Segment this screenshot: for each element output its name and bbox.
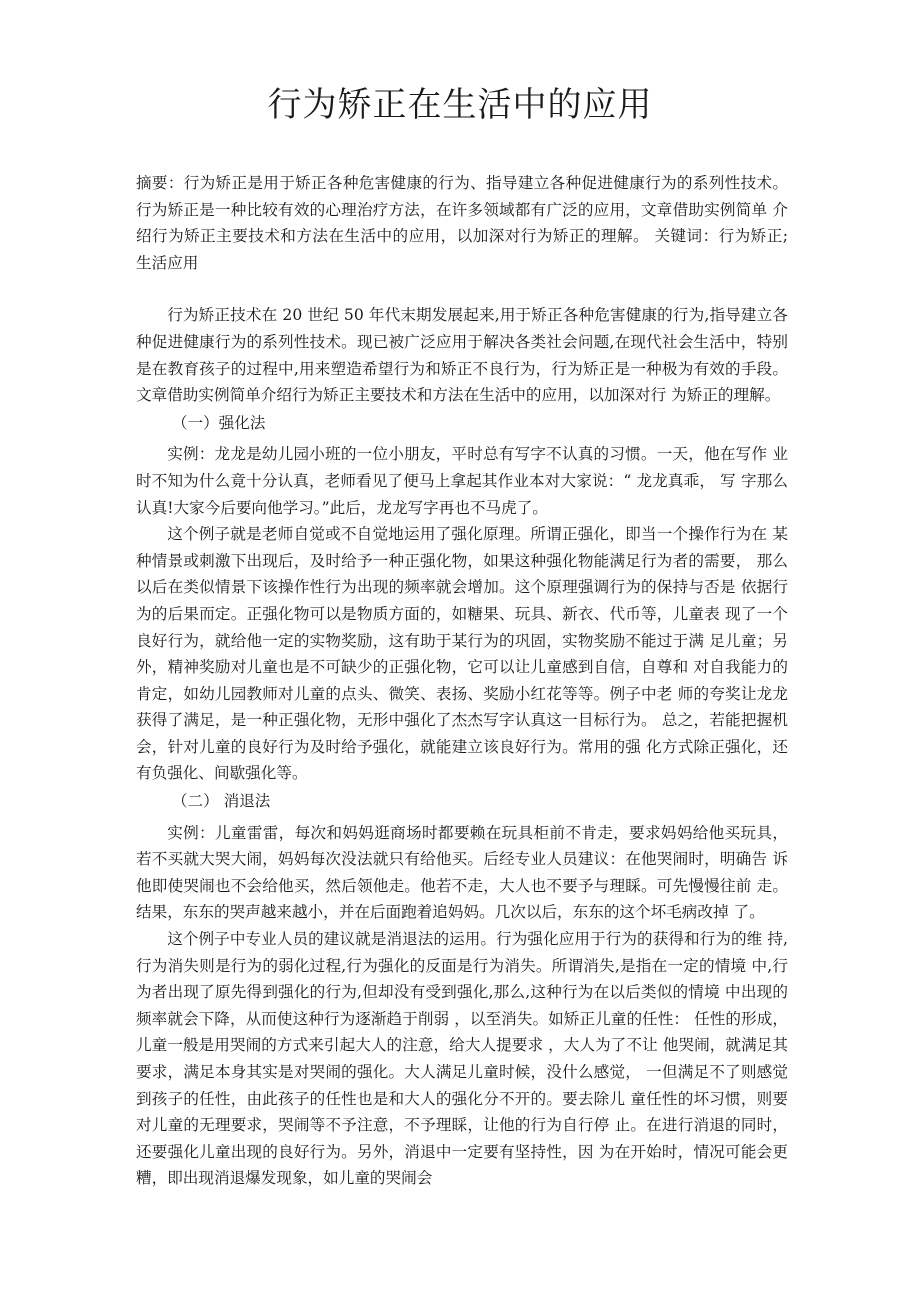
abstract-paragraph: 摘要：行为矫正是用于矫正各种危害健康的行为、指导建立各种促进健康行为的系列性技术。 行为矫正是一种比较有效的心理治疗方法，在许多领域都有广泛的应用，文章借助实例简单 介绍行为矫正主要技术和方法在生活中的应用，以加深对行为矫正的理解。 关键词：行为矫正; 生活应用 — [136, 174, 788, 272]
intro-paragraph: 行为矫正技术在 20 世纪 50 年代末期发展起来,用于矫正各种危害健康的行为,指导建立各种促进健康行为的系列性技术。现已被广泛应用于解决各类社会问题,在现代社会生活中，特别是在教育孩子的过程中,用来塑造希望行为和矫正不良行为，行为矫正是一种极为有效的手段。文章借助实例简单介绍行为矫正主要技术和方法在生活中的应用，以加深对行 为矫正的理解。 — [136, 306, 788, 405]
reinforcement-example-paragraph: 实例：龙龙是幼儿园小班的一位小朋友，平时总有写字不认真的习惯。一天，他在写作 业时不知为什么竟十分认真，老师看见了便马上拿起其作业本对大家说：“ 龙龙真乖， 写 字那么认真!大家今后要向他学习。”此后，龙龙写字再也不马虎了。 — [136, 445, 788, 517]
document-title: 行为矫正在生活中的应用 — [267, 85, 653, 125]
extinction-example-paragraph: 实例：儿童雷雷，每次和妈妈逛商场时都要赖在玩具柜前不肯走，要求妈妈给他买玩具， 若不买就大哭大闹，妈妈每次没法就只有给他买。后经专业人员建议：在他哭闹时，明确告 诉他即使哭闹也不会给他买，然后领他走。他若不走，大人也不要予与理睬。可先慢慢往前 走。结果，东东的哭声越来越小，并在后面跑着追妈妈。几次以后，东东的这个坏毛病改掉 了。 — [136, 823, 788, 922]
section-heading-extinction: （二） 消退法 — [171, 792, 271, 811]
reinforcement-analysis-paragraph: 这个例子就是老师自觉或不自觉地运用了强化原理。所谓正强化，即当一个操作行为在 某种情景或刺激下出现后，及时给予一种正强化物，如果这种强化物能满足行为者的需要， 那么以后在类似情景下该操作性行为出现的频率就会增加。这个原理强调行为的保持与否是 依据行为的后果而定。正强化物可以是物质方面的，如糖果、玩具、新衣、代币等，儿童表 现了一个良好行为，就给他一定的实物奖励，这有助于某行为的巩固，实物奖励不能过于满 足儿童；另外，精神奖励对儿童也是不可缺少的正强化物，它可以让儿童感到自信，自尊和 对自我能力的肯定，如幼儿园教师对儿童的点头、微笑、表扬、奖励小红花等等。例子中老 师的夸奖让龙龙获得了满足，是一种正强化物，无形中强化了杰杰写字认真这一目标行为。 总之，若能把握机会，针对儿童的良好行为及时给予强化，就能建立该良好行为。常用的强 化方式除正强化，还有负强化、间歇强化等。 — [136, 525, 788, 783]
section-heading-reinforcement: （一）强化法 — [171, 413, 266, 432]
extinction-analysis-paragraph: 这个例子中专业人员的建议就是消退法的运用。行为强化应用于行为的获得和行为的维 持,行为消失则是行为的弱化过程,行为强化的反面是行为消失。所谓消失,是指在一定的情境 中,行为者出现了原先得到强化的行为,但却没有受到强化,那么,这种行为在以后类似的情境 中出现的频率就会下降，从而使这种行为逐渐趋于削弱 ，以至消失。如矫正儿童的任性： 任性的形成，儿童一般是用哭闹的方式来引起大人的注意，给大人提要求 ，大人为了不让 他哭闹，就满足其要求，满足本身其实是对哭闹的强化。大人满足儿童时候，没什么感觉， 一但满足不了则感觉到孩子的任性，由此孩子的任性也是和大人的强化分不开的。要去除儿 童任性的坏习惯，则要对儿童的无理要求，哭闹等不予注意，不予理睬，让他的行为自行停 止。在进行消退的同时，还要强化儿童出现的良好行为。另外，消退中一定要有坚持性，因 为在开始时，情况可能会更糟，即出现消退爆发现象，如儿童的哭闹会 — [136, 930, 788, 1188]
document-body — [136, 170, 788, 1192]
